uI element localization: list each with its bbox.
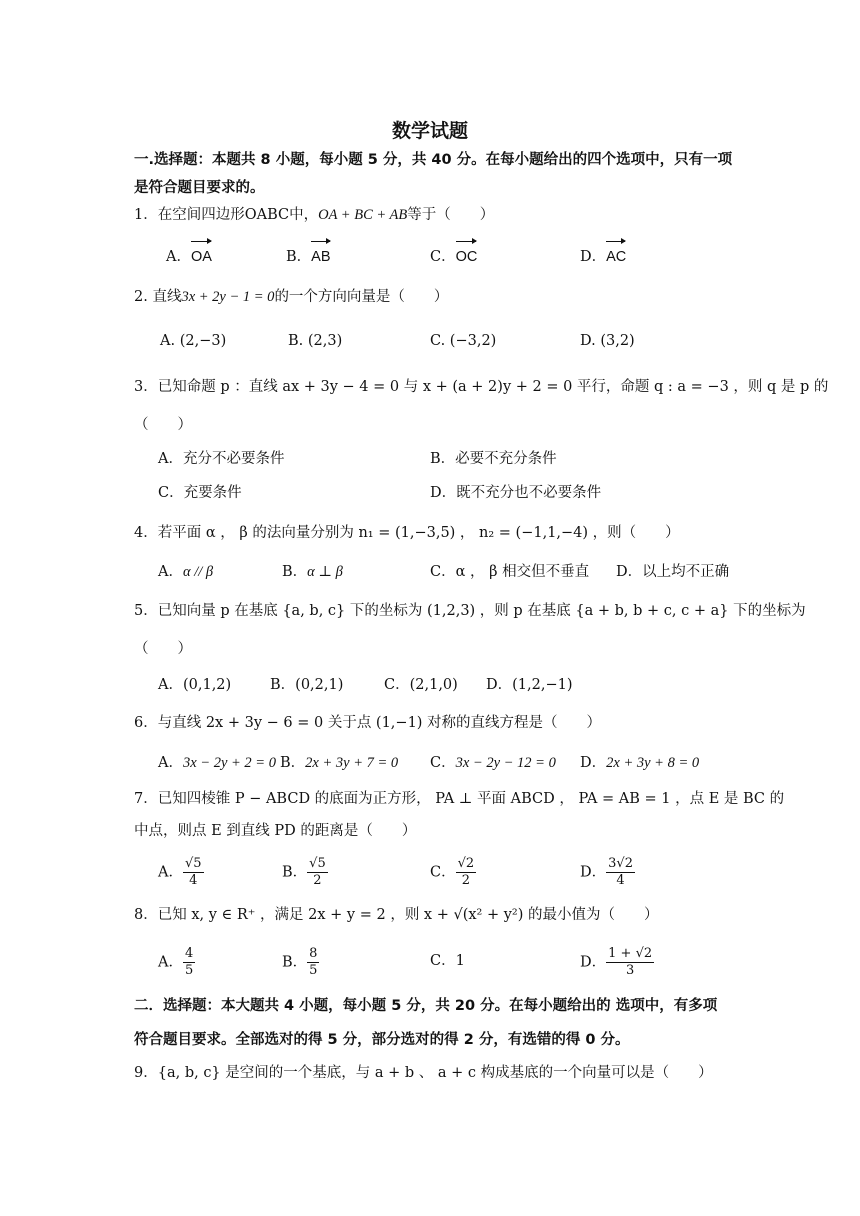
- question-3-cont: （ ）: [134, 417, 192, 433]
- q3-option-d: D．既不充分也不必要条件: [430, 485, 602, 501]
- q1-option-a: A．OA: [166, 242, 212, 272]
- q2-option-b: B. (2,3): [288, 333, 343, 349]
- q1-expression: OA + BC + AB: [318, 207, 408, 223]
- section-1-heading: 一.选择题：本题共 8 小题，每小题 5 分，共 40 分。在每小题给出的四个选项中，只有一项 是符合题目要求的。: [134, 152, 733, 196]
- q4-option-a: A．α // β: [158, 564, 214, 580]
- q3-option-c: C．充要条件: [158, 485, 242, 501]
- question-4-options: [158, 557, 738, 587]
- q2-expression: 3x + 2y − 1 = 0: [181, 289, 275, 305]
- q4-option-d: D．以上均不正确: [616, 564, 730, 580]
- q5-option-a: A．(0,1,2): [158, 677, 232, 693]
- q6-option-b: B．2x + 3y + 7 = 0: [280, 755, 399, 771]
- q2-option-d: D. (3,2): [580, 333, 635, 349]
- question-5: 5．已知向量 p 在基底 {a, b, c} 下的坐标为 (1,2,3) ，则 p 在基底 {a + b, b + c, c + a} 下的坐标为: [134, 603, 806, 619]
- question-8: 8．已知 x, y ∈ R⁺ ，满足 2x + y = 2 ，则 x + √(x² + y²) 的最小值为（ ）: [134, 907, 659, 923]
- page-title: 数学试题: [391, 120, 468, 142]
- question-6: 6．与直线 2x + 3y − 6 = 0 关于点 (1,−1) 对称的直线方程是（ ）: [134, 715, 602, 731]
- q1-option-d: D．AC: [580, 242, 626, 272]
- question-7-options: [158, 856, 738, 886]
- question-7-cont: 中点，则点 E 到直线 PD 的距离是（ ）: [134, 823, 417, 839]
- q5-option-d: D．(1,2,−1): [486, 677, 573, 693]
- question-4: 4．若平面 α ， β 的法向量分别为 n₁ = (1,−3,5) ， n₂ = (−1,1,−4) ，则（ ）: [134, 525, 680, 541]
- question-6-options: [158, 748, 738, 778]
- question-3-options-row1: [158, 444, 738, 474]
- q1-option-b: B．AB: [286, 242, 331, 272]
- q4-option-c: C．α ， β 相交但不垂直: [430, 564, 590, 580]
- q3-option-a: A．充分不必要条件: [158, 451, 285, 467]
- question-2-options: [158, 326, 738, 356]
- q8-option-d: D． $\frac{1 + √2}{3}$: [580, 946, 653, 978]
- question-3: 3．已知命题 p ：直线 ax + 3y − 4 = 0 与 x + (a + 2)y + 2 = 0 平行，命题 q : a = −3 ，则 q 是 p 的: [134, 379, 829, 395]
- q4-option-b: B．α ⊥ β: [282, 564, 343, 580]
- question-7: 7．已知四棱锥 P − ABCD 的底面为正方形， PA ⊥ 平面 ABCD ， PA = AB = 1 ，点 E 是 BC 的: [134, 791, 785, 807]
- question-1: 1．在空间四边形OABC中，OA + BC + AB等于（ ）: [134, 207, 495, 223]
- question-9: 9．{a, b, c} 是空间的一个基底，与 a + b 、 a + c 构成基底的一个向量可以是（ ）: [134, 1065, 713, 1081]
- q1-option-c: C．OC: [430, 242, 477, 272]
- question-3-options-row2: [158, 478, 738, 508]
- question-8-options: [158, 946, 738, 976]
- q5-option-c: C．(2,1,0): [384, 677, 458, 693]
- q2-option-c: C. (−3,2): [430, 333, 497, 349]
- q7-option-d: D． $\frac{3√2}{4}$: [580, 856, 633, 888]
- q8-option-c: C．1: [430, 953, 465, 969]
- q8-option-b: B． $\frac{8}{5}$: [282, 946, 318, 978]
- question-5-cont: （ ）: [134, 641, 192, 657]
- q7-option-a: A． $\frac{√5}{4}$: [158, 856, 202, 888]
- q8-option-a: A． $\frac{4}{5}$: [158, 946, 194, 978]
- q7-option-c: C． $\frac{√2}{2}$: [430, 856, 475, 888]
- q6-option-c: C．3x − 2y − 12 = 0: [430, 755, 556, 771]
- question-5-options: [158, 670, 738, 700]
- q7-option-b: B． $\frac{√5}{2}$: [282, 856, 326, 888]
- q6-option-d: D．2x + 3y + 8 = 0: [580, 755, 700, 771]
- q6-option-a: A．3x − 2y + 2 = 0: [158, 755, 276, 771]
- q5-option-b: B．(0,2,1): [270, 677, 344, 693]
- q3-option-b: B．必要不充分条件: [430, 451, 557, 467]
- question-2: 2. 直线3x + 2y − 1 = 0的一个方向向量是（ ）: [134, 289, 449, 305]
- section-2-heading: 二．选择题：本大题共 4 小题，每小题 5 分，共 20 分。在每小题给出的 选项中，有多项 符合题目要求。全部选对的得 5 分，部分选对的得 2 分，有选错的得 0 分。: [134, 998, 718, 1048]
- question-1-options: [158, 242, 738, 272]
- q2-option-a: A. (2,−3): [160, 333, 227, 349]
